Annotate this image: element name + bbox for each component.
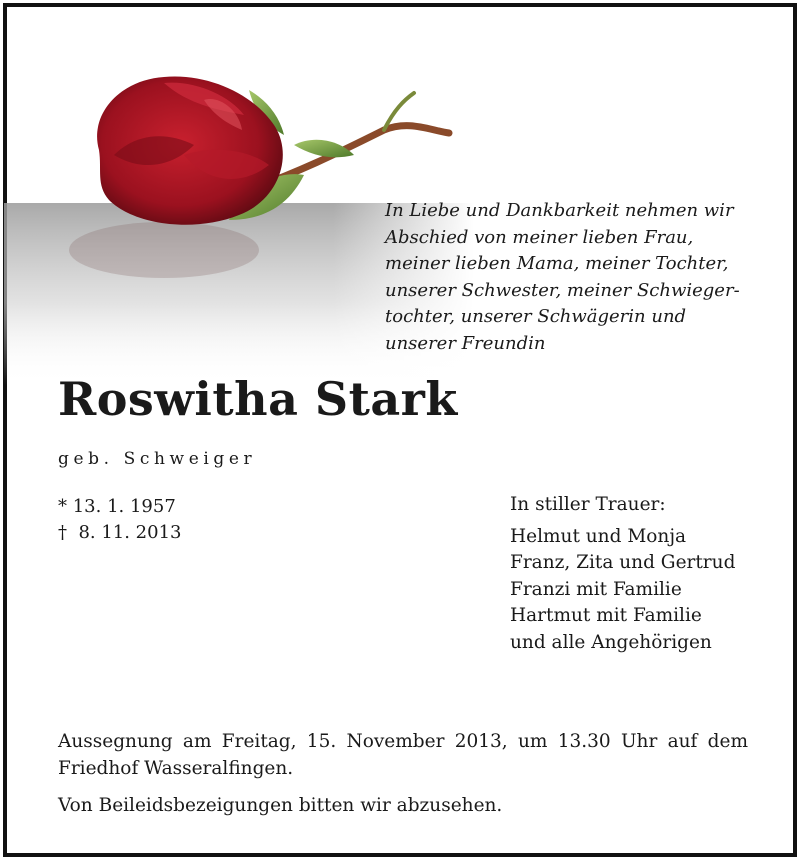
intro-line: unserer Freundin [385, 332, 546, 354]
birth-date: * 13. 1. 1957 [58, 496, 176, 517]
intro-line: In Liebe und Dankbarkeit nehmen wir [385, 200, 734, 221]
funeral-announcement: Aussegnung am Freitag, 15. November 2013, um 13.30 Uhr auf dem Friedhof Wasseralfingen. [58, 731, 748, 779]
intro-line: meiner lieben Mama, meiner Tochter, [385, 253, 729, 274]
mourner-name: und alle Angehörigen [510, 631, 712, 653]
intro-line: Abschied von meiner lieben Frau, [385, 226, 694, 248]
mourners-block [510, 492, 735, 656]
mourner-name: Hartmut mit Familie [510, 605, 702, 626]
mourner-name: Franz, Zita und Gertrud [510, 552, 736, 573]
maiden-name: geb. Schweiger [58, 449, 257, 469]
mourner-name: Helmut und Monja [510, 525, 687, 547]
service-info [58, 728, 748, 819]
death-date: † 8. 11. 2013 [58, 522, 182, 543]
intro-text [385, 198, 785, 357]
intro-line: unserer Schwester, meiner Schwieger- [385, 279, 740, 301]
life-dates [58, 494, 182, 546]
deceased-name: Roswitha Stark [58, 372, 458, 426]
mourner-name: Franzi mit Familie [510, 578, 682, 600]
intro-line: tochter, unserer Schwägerin und [385, 306, 687, 327]
condolence-note: Von Beileidsbezeigungen bitten wir abzusehen. [58, 795, 503, 816]
mourners-heading: In stiller Trauer: [510, 494, 666, 515]
